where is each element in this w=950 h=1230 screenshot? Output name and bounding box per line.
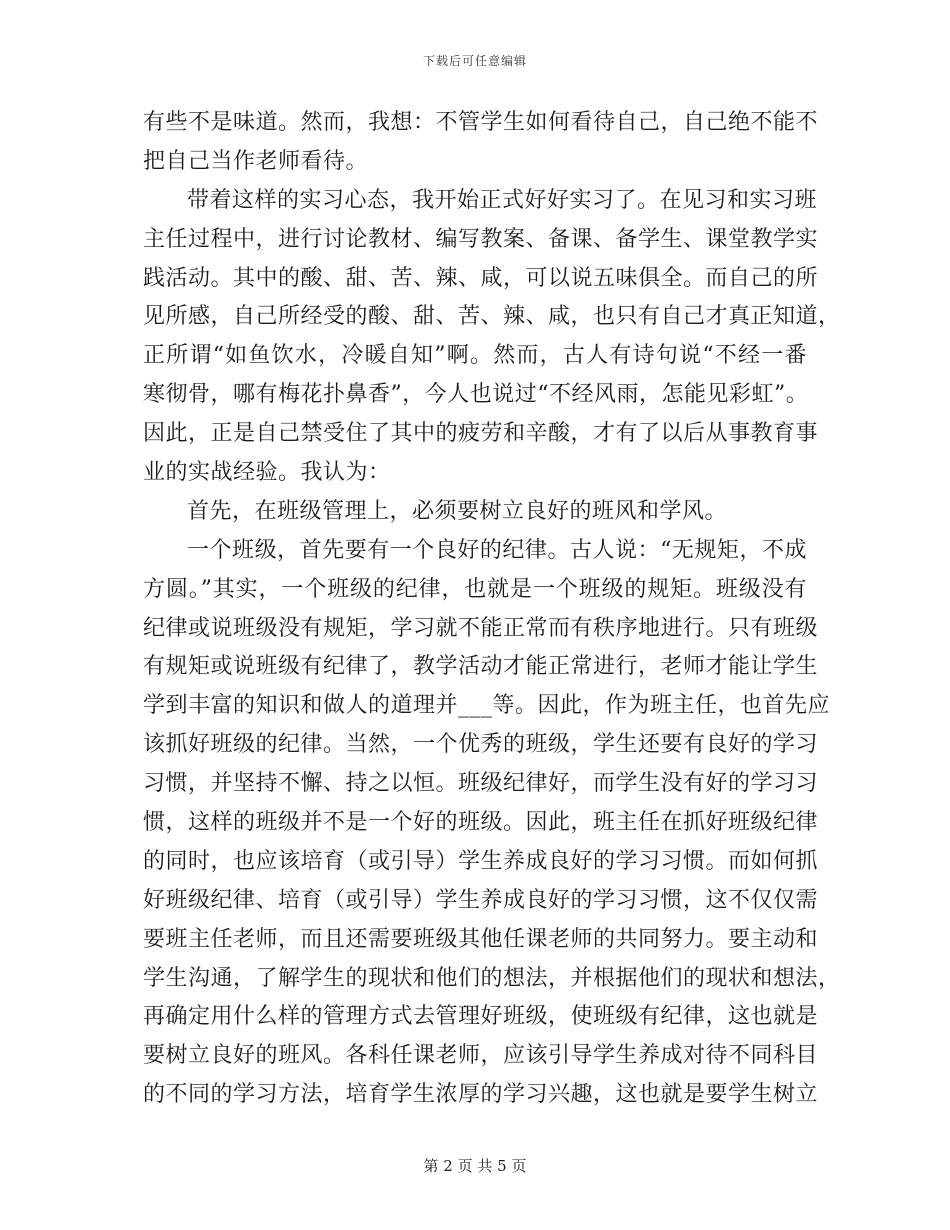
text-line: 带着这样的实习心态，我开始正式好好实习了。在见习和实习班	[187, 187, 818, 213]
document-body	[143, 104, 841, 1115]
text-line: 有些不是味道。然而，我想：不管学生如何看待自己，自己绝不能不	[143, 110, 819, 135]
text-line: 一个班级，首先要有一个良好的纪律。古人说：“无规矩，不成	[187, 537, 807, 563]
text-line: 正所谓“如鱼饮水，冷暖自知”啊。然而，古人有诗句说“不经一番	[143, 343, 807, 369]
text-line: 该抓好班级的纪律。当然，一个优秀的班级，学生还要有良好的学习	[143, 732, 819, 758]
text-line: 的同时，也应该培育（或引导）学生养成良好的学习习惯。而如何抓	[143, 848, 819, 874]
page-number: 第 2 页 共 5 页	[423, 1157, 527, 1175]
text-line: 见所感，自己所经受的酸、甜、苦、辣、咸，也只有自己才真正知道，	[143, 304, 841, 330]
text-line: 寒彻骨，哪有梅花扑鼻香”，今人也说过“不经风雨，怎能见彩虹”。	[143, 382, 809, 408]
text-line: 有规矩或说班级有纪律了，教学活动才能正常进行，老师才能让学生	[143, 654, 819, 680]
text-line: 好班级纪律、培育（或引导）学生养成良好的学习习惯，这不仅仅需	[143, 887, 819, 913]
text-line: 惯，这样的班级并不是一个好的班级。因此，班主任在抓好班级纪律	[143, 810, 819, 836]
text-line: 习惯，并坚持不懈、持之以恒。班级纪律好，而学生没有好的学习习	[143, 771, 819, 797]
text-line: 要树立良好的班风。各科任课老师，应该引导学生养成对待不同科目	[143, 1043, 819, 1069]
text-line: 学到丰富的知识和做人的道理并___等。因此，作为班主任，也首先应	[143, 693, 831, 719]
text-line: 因此，正是自己禁受住了其中的疲劳和辛酸，才有了以后从事教育事	[143, 421, 819, 447]
text-line: 学生沟通，了解学生的现状和他们的想法，并根据他们的现状和想法，	[143, 965, 841, 991]
text-line: 业的实战经验。我认为：	[143, 460, 391, 486]
text-line: 首先，在班级管理上，必须要树立良好的班风和学风。	[187, 498, 728, 524]
text-line: 把自己当作老师看待。	[143, 148, 369, 174]
page-header: 下载后可任意编辑	[422, 54, 527, 68]
text-line: 再确定用什么样的管理方式去管理好班级，使班级有纪律，这也就是	[143, 1004, 819, 1030]
text-line: 纪律或说班级没有规矩，学习就不能正常而有秩序地进行。只有班级	[143, 615, 819, 641]
text-line: 践活动。其中的酸、甜、苦、辣、咸，可以说五味俱全。而自己的所	[143, 265, 819, 291]
text-line: 主任过程中，进行讨论教材、编写教案、备课、备学生、课堂教学实	[143, 226, 819, 252]
text-line: 的不同的学习方法，培育学生浓厚的学习兴趣，这也就是要学生树立	[143, 1082, 819, 1108]
text-line: 要班主任老师，而且还需要班级其他任课老师的共同努力。要主动和	[143, 926, 819, 952]
text-line: 方圆。”其实，一个班级的纪律，也就是一个班级的规矩。班级没有	[143, 576, 807, 602]
